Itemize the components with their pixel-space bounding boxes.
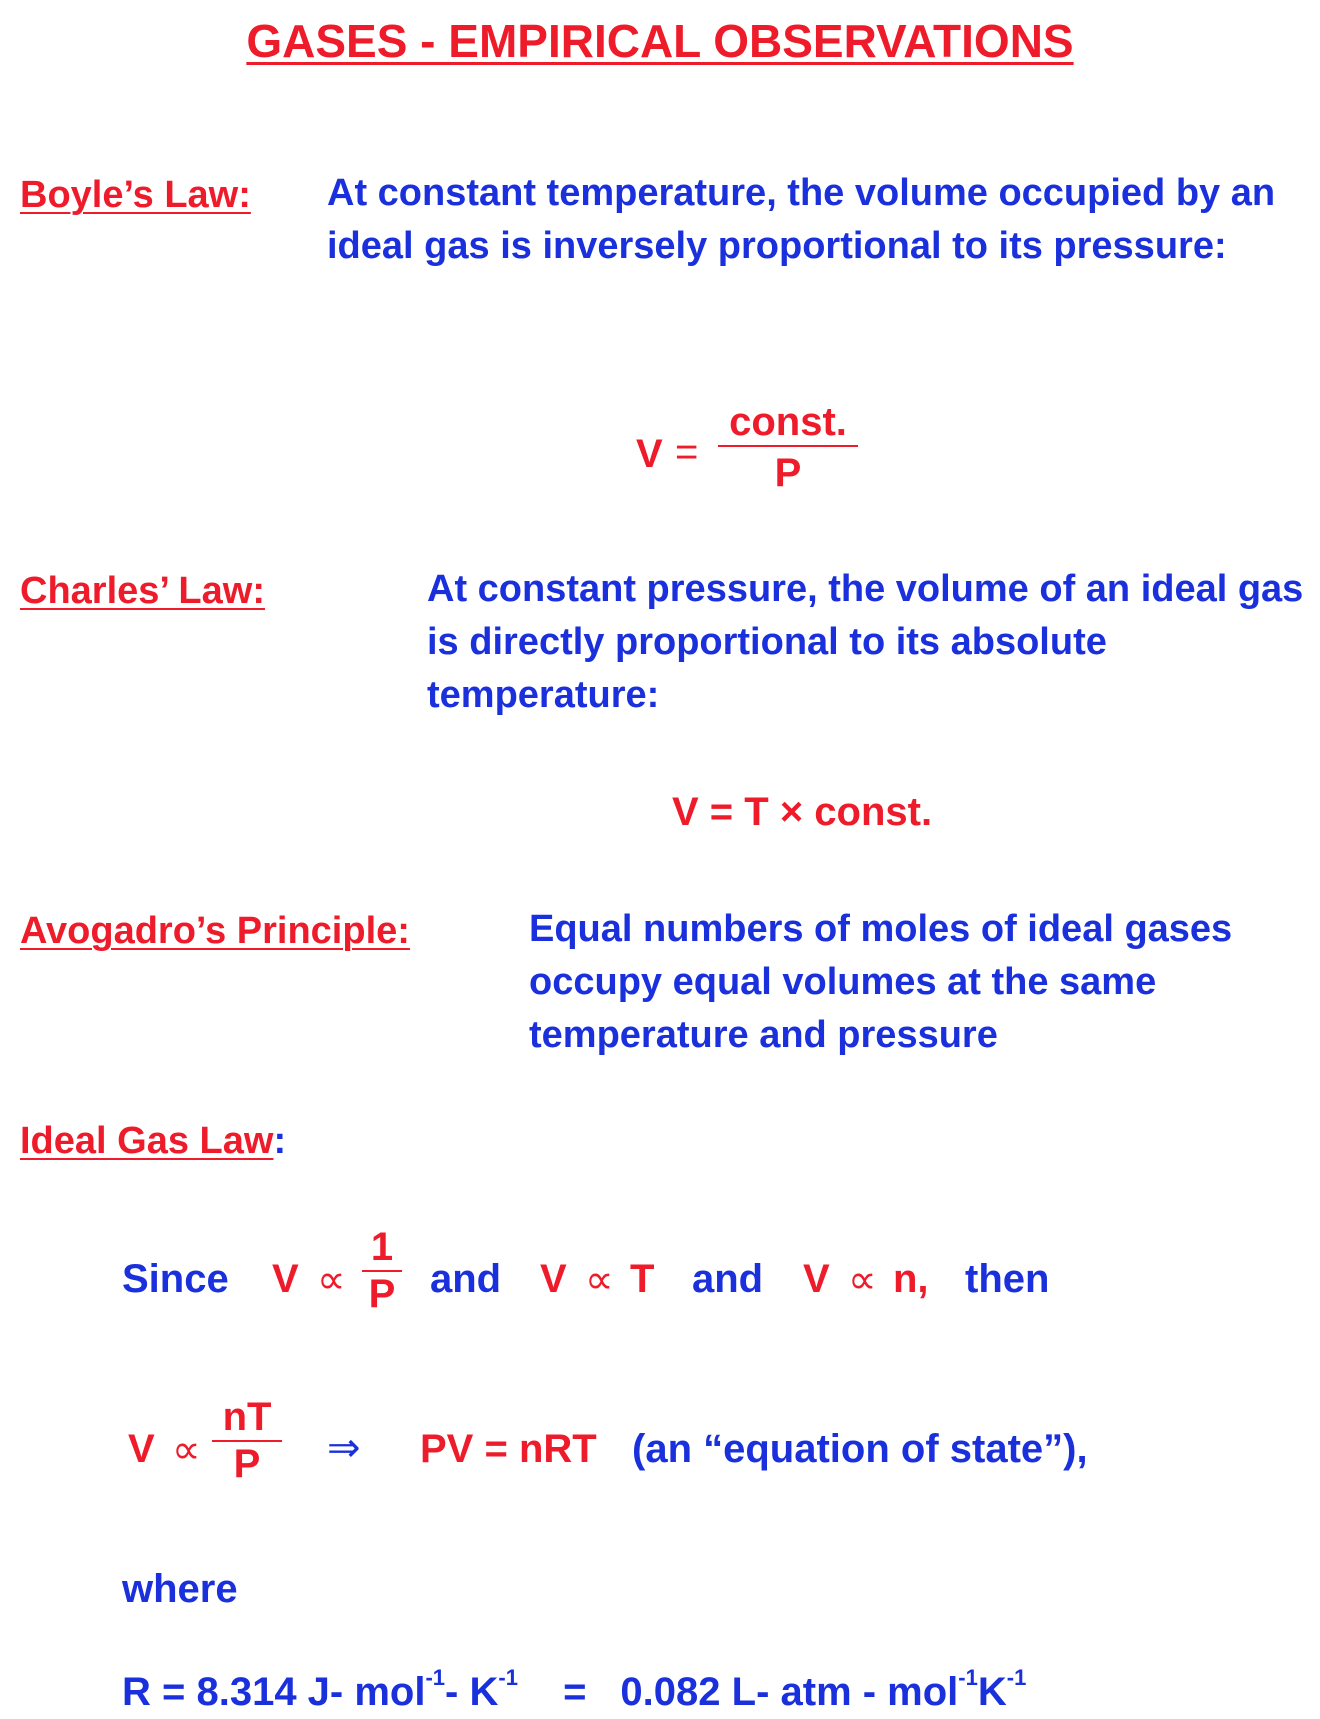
fraction-numerator: 1 [370, 1225, 394, 1269]
boyle-eq-lhs: V [636, 432, 663, 476]
avogadro-description: Equal numbers of moles of ideal gases occupy equal volumes at the same temperature and pressure [529, 908, 1233, 1056]
r-kelvin: K [977, 1669, 1007, 1714]
r-value-atm: 0.082 L- atm - mol [620, 1669, 959, 1714]
v-symbol: V [128, 1427, 155, 1471]
r-exp-3: -1 [958, 1665, 978, 1690]
boyle-eq-fraction [718, 400, 858, 496]
fraction-numerator: nT [222, 1395, 272, 1439]
ideal-gas-law-heading [20, 1120, 286, 1163]
r-exp-1: -1 [425, 1665, 446, 1690]
prop-v-2: V [540, 1257, 567, 1301]
boyle-law-description: At constant temperature, the volume occupied by an ideal gas is inversely proportional to its pressure: [327, 172, 1276, 267]
prop-symbol-2: ∝ [585, 1258, 614, 1302]
boyle-law-label: Boyle’s Law: [20, 174, 251, 216]
avogadro-label: Avogadro’s Principle: [20, 910, 410, 952]
prop-n: n, [893, 1257, 929, 1301]
boyle-eq-denominator: P [774, 451, 802, 495]
charles-law-label: Charles’ Law: [20, 570, 265, 612]
charles-law-description: At constant pressure, the volume of an ideal gas is directly proportional to its absolute temperature: [427, 568, 1304, 716]
prop-v-1: V [272, 1257, 299, 1301]
prop-symbol-1: ∝ [317, 1258, 346, 1302]
prop-v-3: V [803, 1257, 830, 1301]
one-over-p-fraction [362, 1225, 402, 1317]
prop-symbol-3: ∝ [848, 1258, 877, 1302]
prop-t: T [630, 1257, 655, 1301]
since-text: Since [122, 1257, 229, 1301]
ideal-gas-law-colon: : [273, 1120, 287, 1162]
then-text: then [965, 1257, 1050, 1301]
r-value-si: R = 8.314 J- mol [122, 1669, 426, 1714]
pv-nrt-equation: PV = nRT [420, 1427, 597, 1471]
r-exp-2: -1 [498, 1665, 518, 1690]
r-exp-4: -1 [1006, 1665, 1027, 1690]
boyle-eq-numerator: const. [729, 400, 847, 444]
ideal-gas-law-label: Ideal Gas Law [20, 1120, 274, 1162]
implies-arrow-icon: ⇒ [327, 1426, 361, 1470]
equation-of-state-note: (an “equation of state”), [632, 1427, 1088, 1471]
boyle-eq-equals: = [675, 430, 699, 474]
r-equals: = [563, 1669, 587, 1714]
nt-over-p-fraction [212, 1395, 282, 1487]
page-title: GASES - EMPIRICAL OBSERVATIONS [246, 15, 1074, 67]
where-text: where [122, 1567, 238, 1611]
fraction-denominator: P [233, 1442, 261, 1486]
fraction-denominator: P [368, 1272, 396, 1316]
r-mid: - K [445, 1669, 499, 1714]
and-text-1: and [430, 1257, 502, 1301]
gas-constant-line [122, 1665, 1026, 1715]
and-text-2: and [692, 1257, 764, 1301]
charles-equation: V = T × const. [672, 790, 933, 834]
fraction-bar [718, 445, 858, 447]
prop-symbol-4: ∝ [172, 1428, 201, 1472]
